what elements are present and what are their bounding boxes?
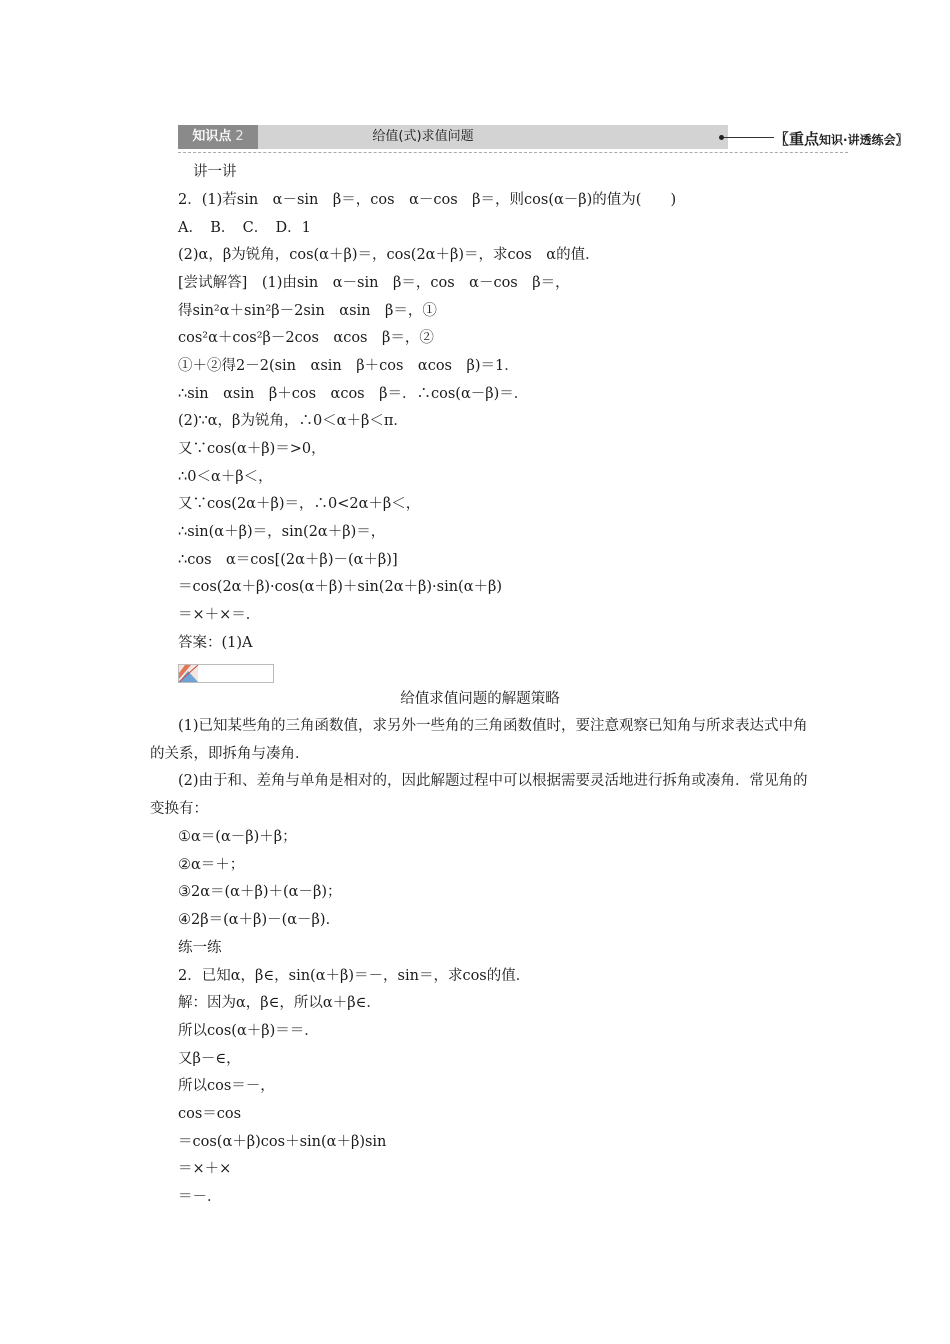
section-banner <box>178 125 908 151</box>
image-icon <box>179 665 198 682</box>
knowledge-point-number: 2 <box>235 129 244 144</box>
practice-solution-line: 解：因为α，β∈，所以α＋β∈． <box>178 995 381 1011</box>
solution-line: 又∵cos(2α＋β)＝，∴0<2α＋β＜， <box>178 496 421 512</box>
solution-line: ＝cos(2α＋β)·cos(α＋β)＋sin(2α＋β)·sin(α＋β) <box>178 579 503 595</box>
solution-line: ∴0＜α＋β＜， <box>178 469 273 485</box>
knowledge-point-label: 知识点 <box>192 129 232 144</box>
strategy-paragraph-1: (1)已知某些角的三角函数值，求另外一些角的三角函数值时，要注意观察已知角与所求表达式中角的关系，即拆角与凑角． <box>150 718 808 762</box>
angle-transform-item: ①α＝(α－β)＋β； <box>178 829 297 845</box>
solution-line: ∴sin αsin β＋cos αcos β＝．∴cos(α－β)＝． <box>178 386 529 402</box>
practice-solution-line: 所以cos＝－， <box>178 1078 275 1094</box>
practice-heading: 练一练 <box>178 940 222 956</box>
section-title: 给值(式)求值问题 <box>372 129 474 144</box>
banner-strip <box>258 125 728 149</box>
strategy-title: 给值求值问题的解题策略 <box>400 691 560 707</box>
banner-slogan-big: 〖重点 <box>774 130 820 148</box>
practice-solution-line: 又β－∈， <box>178 1051 241 1067</box>
example-question-1: 2．(1)若sin α－sin β＝，cos α－cos β＝，则cos(α－β)的值为( ) <box>178 192 677 208</box>
solution-line: (2)∵α，β为锐角，∴0＜α＋β＜π． <box>178 413 408 429</box>
angle-transform-item: ②α＝＋； <box>178 857 245 873</box>
solution-line: cos²α＋cos²β－2cos αcos β＝，② <box>178 330 434 346</box>
example-question-2: (2)α，β为锐角，cos(α＋β)＝，cos(2α＋β)＝，求cos α的值． <box>178 247 600 263</box>
practice-solution-line: ＝－． <box>178 1189 222 1205</box>
solution-line: ∴sin(α＋β)＝，sin(2α＋β)＝， <box>178 524 386 540</box>
solution-line: [尝试解答] (1)由sin α－sin β＝，cos α－cos β＝， <box>178 275 570 291</box>
practice-solution-line: cos＝cos <box>178 1106 242 1122</box>
practice-solution-line: ＝cos(α＋β)cos＋sin(α＋β)sin <box>178 1134 387 1150</box>
knowledge-point-tag <box>178 125 258 149</box>
answer-choices: A． B． C． D．1 <box>178 220 311 236</box>
solution-line: ∴cos α＝cos[(2α＋β)－(α＋β)] <box>178 552 398 568</box>
answer-line: 答案：(1)A <box>178 635 253 651</box>
angle-transform-item: ④2β＝(α＋β)－(α－β)． <box>178 912 341 928</box>
banner-slogan <box>774 128 908 149</box>
solution-line: ①＋②得2－2(sin αsin β＋cos αcos β)＝1． <box>178 358 519 374</box>
angle-transform-item: ③2α＝(α＋β)＋(α－β)； <box>178 884 342 900</box>
solution-line: 又∵cos(α＋β)＝>0， <box>178 441 326 457</box>
practice-question: 2．已知α，β∈，sin(α＋β)＝－，sin＝，求cos的值． <box>178 968 531 984</box>
broken-image-placeholder <box>178 664 274 683</box>
banner-slogan-rest: 知识·讲透练会〗 <box>819 133 908 147</box>
strategy-paragraph-2: (2)由于和、差角与单角是相对的，因此解题过程中可以根据需要灵活地进行拆角或凑角．常见角的变换有： <box>150 773 808 817</box>
solution-line: 得sin²α＋sin²β－2sin αsin β＝，① <box>178 303 437 319</box>
banner-divider <box>724 137 774 138</box>
practice-solution-line: 所以cos(α＋β)＝＝． <box>178 1023 319 1039</box>
solution-line: ＝×＋×＝． <box>178 607 261 623</box>
lecture-heading: 讲一讲 <box>193 164 237 180</box>
practice-solution-line: ＝×＋× <box>178 1161 232 1177</box>
banner-dashed-rule <box>178 152 848 153</box>
